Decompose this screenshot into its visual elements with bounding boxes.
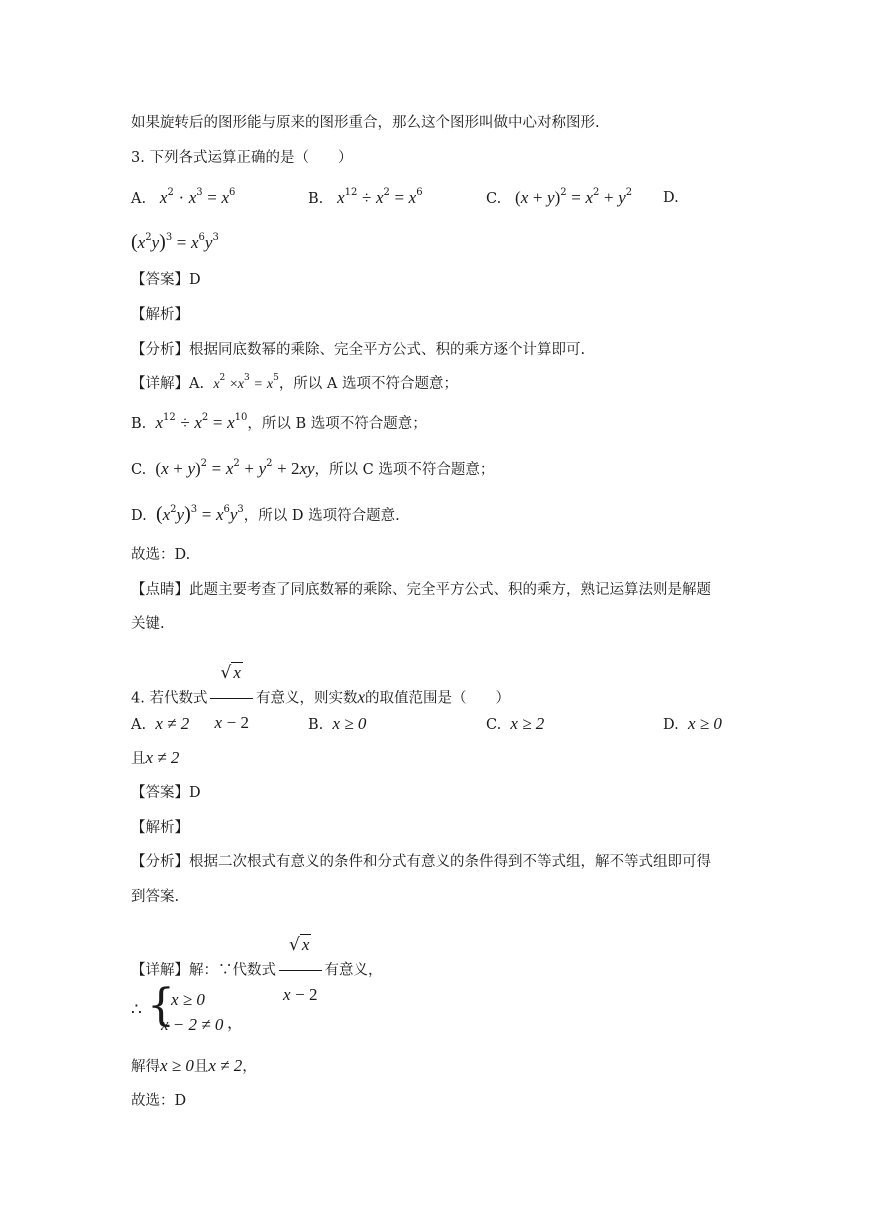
q4-fenxi-1: 【分析】根据二次根式有意义的条件和分式有意义的条件得到不等式组，解不等式组即可得 [131,854,711,870]
q4-answer: 【答案】D [131,785,201,801]
q3-option-c-label: C. [486,191,502,207]
q4-jiede: 解得x ≥ 0且x ≠ 2， [131,1056,257,1075]
q3-detail-a: 【详解】A. $x^2 \times x^3 = x^5$，所以 A 选项不符合题意； [131,373,459,392]
q3-detail-d: D. $(x^2y)^3 = x^6y^3$，所以 D 选项符合题意. [131,503,400,525]
q3-dianjing-1: 【点睛】此题主要考查了同底数幂的乘除、完全平方公式、积的乘方，熟记运算法则是解题 [131,582,711,598]
q3-option-a-label: A. [131,191,147,207]
q3-detail-b: B. $x^{12} \div x^2 = x^{10}$，所以 B 选项不符合题意； [131,412,427,432]
q3-option-d-label: D. [663,190,679,206]
q3-detail-c: C. $(x + y)^2 = x^2 + y^2 + 2xy$，所以 C 选项不符合题意； [131,458,495,478]
q3-stem: 3. 下列各式运算正确的是（ ） [131,150,353,166]
q3-answer: 【答案】D [131,272,201,288]
q3-option-d-expr: $(x^2y)^3 = x^6y^3$ [131,231,219,253]
q4-stem: 4. 若代数式 $\frac{√ x}{x - 2}$ 有意义，则实数x的取值范围是（ ） [131,650,510,747]
q3-jiexi: 【解析】 [131,307,189,323]
q4-guxuan: 故选：D [131,1093,187,1109]
q4-jiexi: 【解析】 [131,820,189,836]
q3-option-b: B. $x^{12} \div x^2 = x^6$ [308,187,423,207]
q4-option-a: A. x ≠ 2 [131,714,190,733]
q3-guxuan: 故选：D. [131,547,191,563]
intro-text: 如果旋转后的图形能与原来的图形重合，那么这个图形叫做中心对称图形. [131,115,600,131]
q4-detail: 【详解】解：∵代数式 $\frac{√ x}{x - 2}$ 有意义， [131,922,383,1019]
q3-option-b-label: B. [308,191,324,207]
q4-fenxi-2: 到答案. [131,889,180,905]
q4-stem-fraction: $\frac{√ x}{x - 2}$ [210,650,253,747]
q4-option-d-cont: 且x ≠ 2 [131,748,180,767]
q4-option-d: D. x ≥ 0 [663,714,722,733]
left-brace-icon: { [147,980,175,1031]
q4-option-c: C. x ≥ 2 [486,714,545,733]
q3-dianjing-2: 关键. [131,616,165,632]
q4-option-b: B. x ≥ 0 [308,714,367,733]
q3-option-a: A. $x^2 \cdot x^3 = x^6$ [131,187,236,207]
q4-detail-fraction: $\frac{√ x}{x - 2}$ [279,922,322,1019]
q4-inequality-system: ∴ { x ≥ 0 x − 2 ≠ 0 ， [131,980,244,1034]
q3-fenxi: 【分析】根据同底数幂的乘除、完全平方公式、积的乘方逐个计算即可. [131,342,586,358]
q3-option-c: C. $(x + y)^2 = x^2 + y^2$ [486,187,633,207]
